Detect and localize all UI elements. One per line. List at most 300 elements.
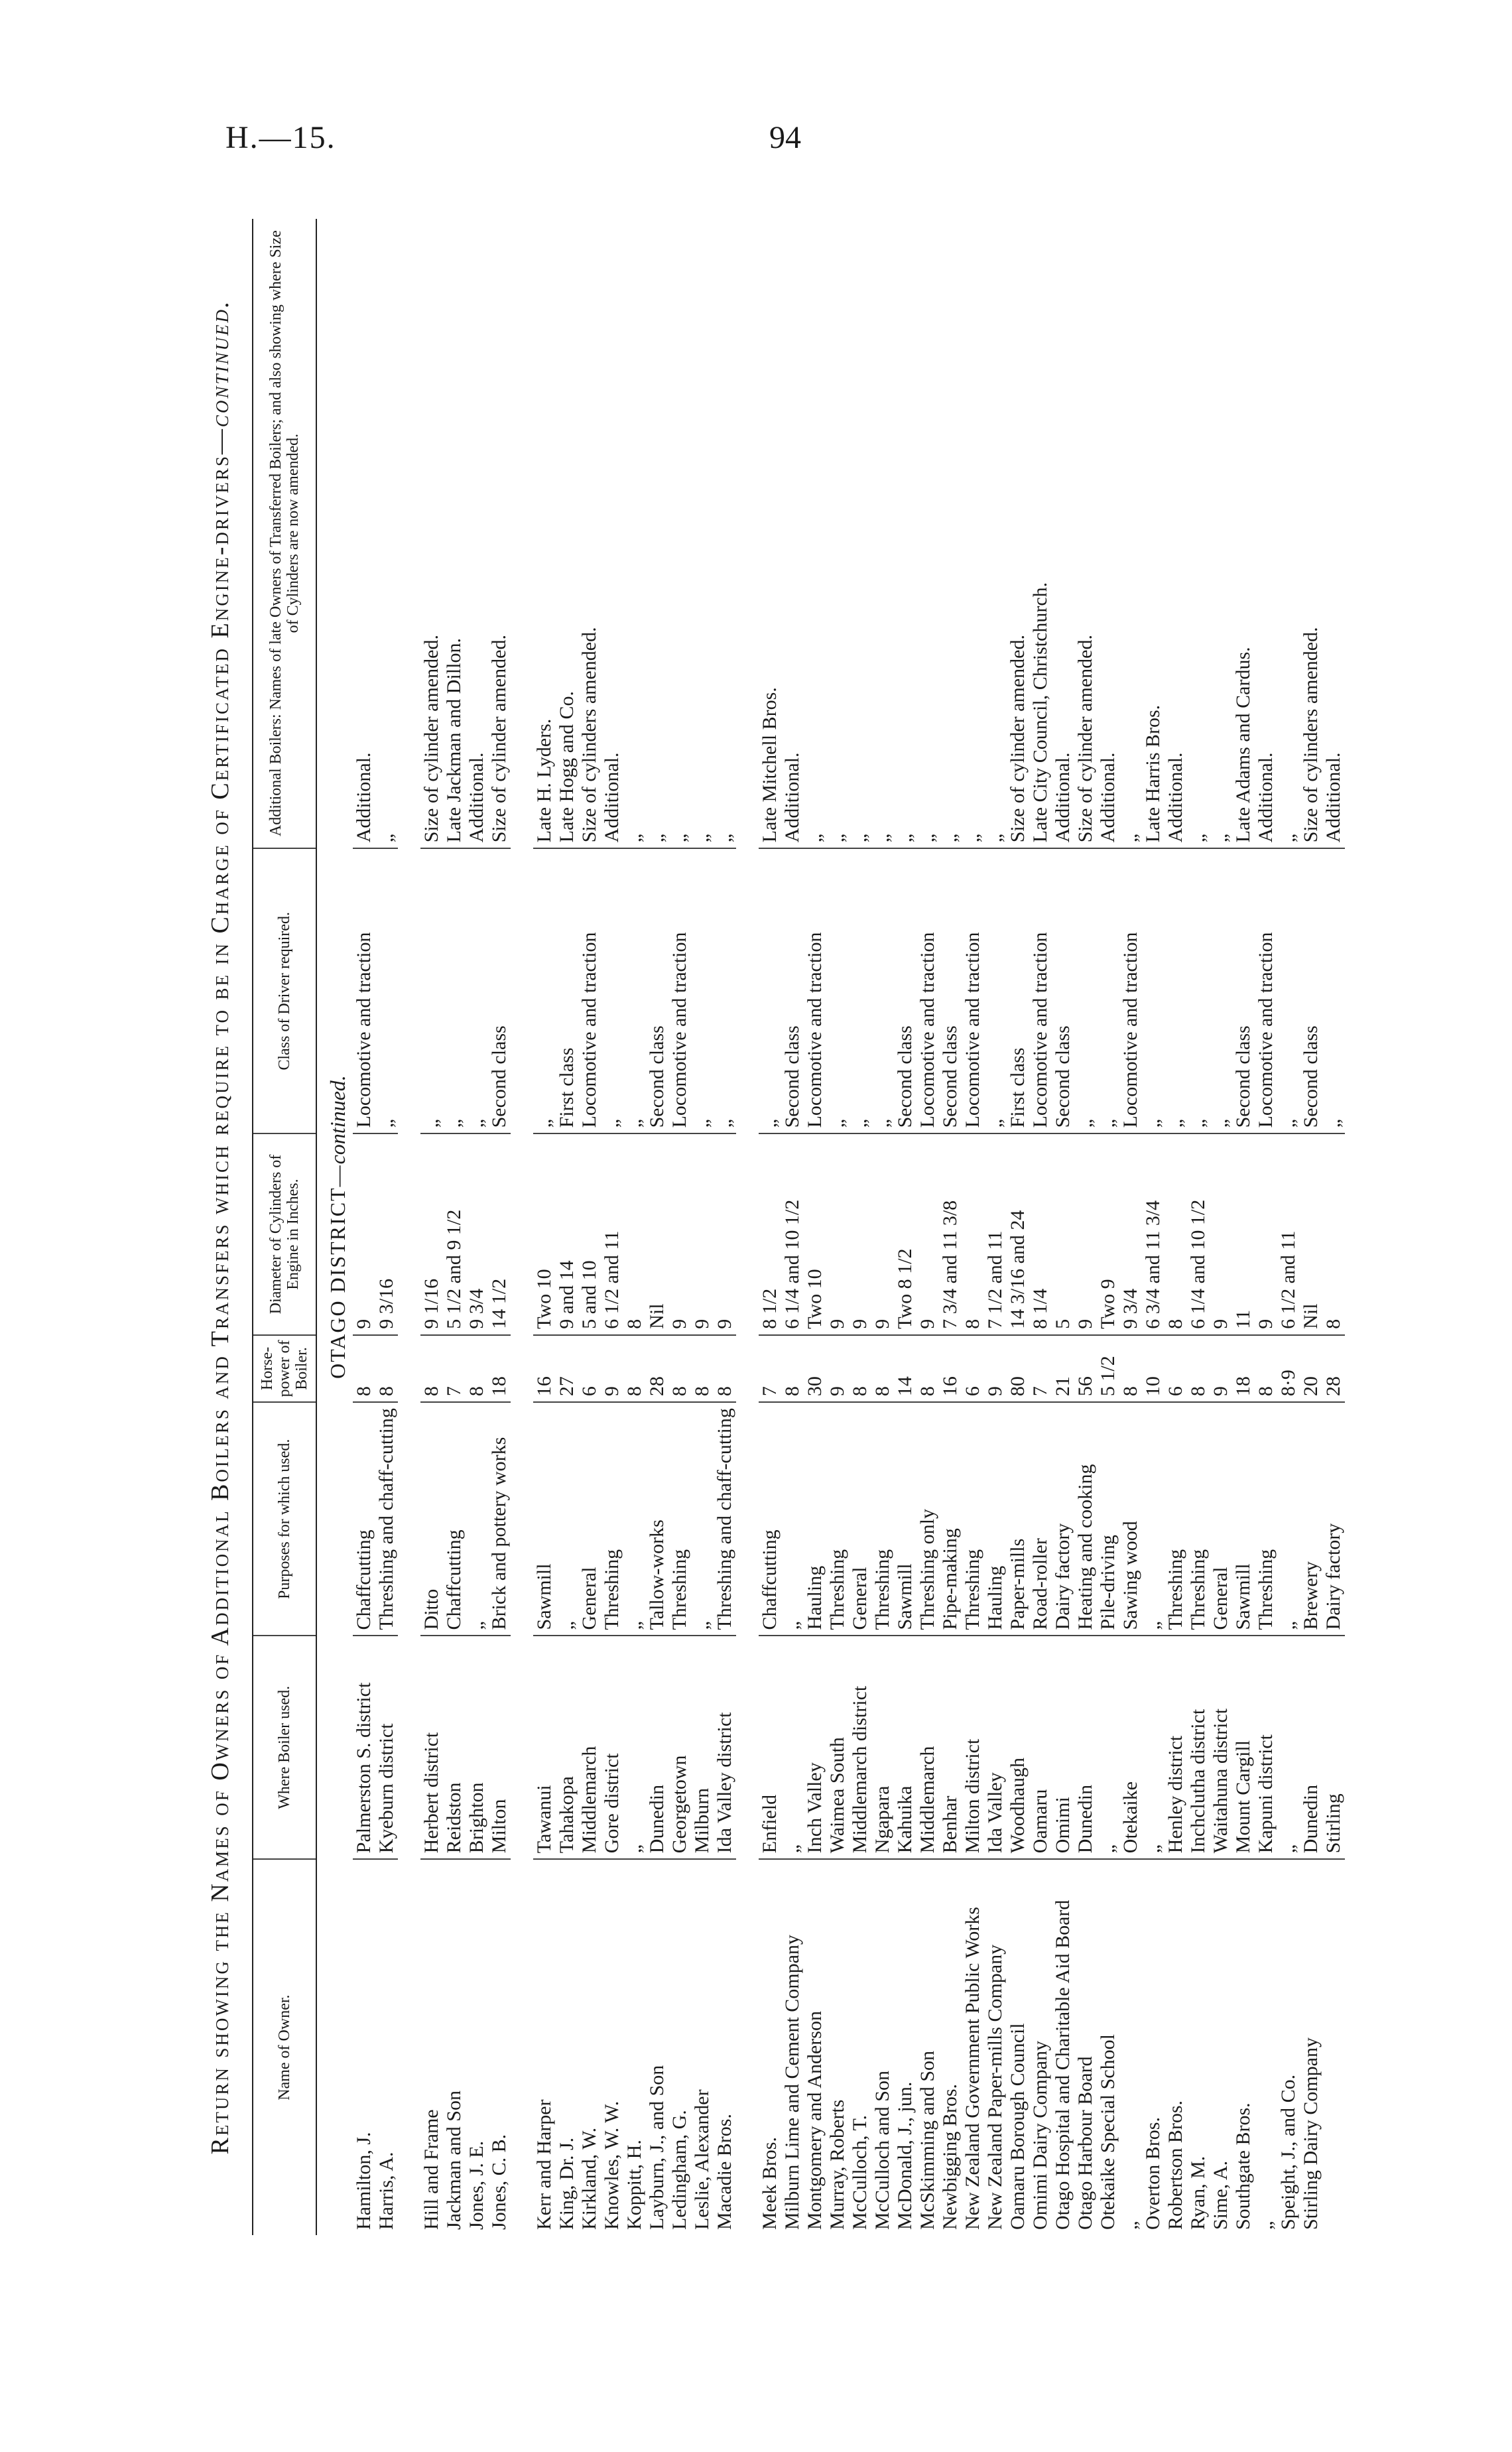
cell-where: Kyeburn district xyxy=(375,1636,398,1859)
cell-where: Dunedin xyxy=(1074,1636,1097,1859)
cell-notes: Late H. Lyders. xyxy=(533,219,556,848)
cell-diameter: 6 1/4 and 10 1/2 xyxy=(1187,1133,1210,1334)
cell-where: Henley district xyxy=(1165,1636,1187,1859)
table-row xyxy=(533,219,556,2235)
cell-diameter: 6 3/4 and 11 3/4 xyxy=(1142,1133,1165,1334)
cell-horsepower: 8 xyxy=(714,1335,736,1402)
cell-purpose: „ xyxy=(1142,1402,1165,1636)
cell-where: Dunedin xyxy=(1300,1636,1322,1859)
cell-owner: New Zealand Paper-mills Company xyxy=(984,1944,1006,2230)
cell-where: Omimi xyxy=(1052,1636,1074,1859)
cell-notes: Size of cylinder amended. xyxy=(1007,219,1029,848)
cell-owner: Jackman and Son xyxy=(443,2091,465,2230)
cell-owner: Otago Hospital and Charitable Aid Board xyxy=(1052,1900,1074,2230)
cell-owner: Jones, C. B. xyxy=(488,2134,510,2230)
district-heading xyxy=(316,219,353,2235)
cell-where: Milton district xyxy=(962,1636,984,1859)
cell-purpose: „ xyxy=(781,1402,804,1636)
cell-owner: Milburn Lime and Cement Company xyxy=(781,1935,803,2230)
spacer-cell xyxy=(398,219,420,2235)
cell-diameter: 9 xyxy=(1074,1133,1097,1334)
column-header-diameter: Diameter of Cylinders of Engine in Inches. xyxy=(253,1133,316,1334)
cell-class: „ xyxy=(871,848,894,1133)
cell-owner: Otekaike Special School xyxy=(1097,2034,1119,2230)
cell-diameter: 9 xyxy=(871,1133,894,1334)
table-row xyxy=(781,219,804,2235)
cell-where: Kahuika xyxy=(894,1636,916,1859)
cell-owner: „ xyxy=(1119,2221,1141,2230)
cell-class: Second class xyxy=(1052,848,1074,1133)
cell-owner: Hill and Frame xyxy=(420,2109,442,2230)
table-row xyxy=(1052,219,1074,2235)
table-row xyxy=(488,219,511,2235)
cell-notes: „ xyxy=(646,219,668,848)
table-row xyxy=(849,219,871,2235)
table-header-row xyxy=(253,219,316,2235)
cell-notes: Additional. xyxy=(1052,219,1074,848)
cell-class: First class xyxy=(1007,848,1029,1133)
cell-where: „ xyxy=(1277,1636,1300,1859)
cell-class: „ xyxy=(1074,848,1097,1133)
table-row xyxy=(466,219,488,2235)
cell-horsepower: 8 xyxy=(375,1335,398,1402)
cell-purpose: Sawmill xyxy=(533,1402,556,1636)
cell-horsepower: 27 xyxy=(556,1335,578,1402)
cell-horsepower: 9 xyxy=(826,1335,849,1402)
cell-purpose: Chaffcutting xyxy=(443,1402,466,1636)
table-row xyxy=(420,219,443,2235)
cell-owner: Kirkland, W. xyxy=(578,2127,600,2230)
cell-purpose: Threshing and chaff-cutting xyxy=(375,1402,398,1636)
cell-where: Oamaru xyxy=(1029,1636,1052,1859)
cell-owner: McDonald, J., jun. xyxy=(894,2081,916,2230)
cell-owner: Kerr and Harper xyxy=(533,2099,555,2230)
cell-class: Locomotive and traction xyxy=(1255,848,1277,1133)
cell-horsepower: 18 xyxy=(488,1335,511,1402)
cell-purpose: Threshing xyxy=(1255,1402,1277,1636)
cell-class: „ xyxy=(623,848,646,1133)
cell-class: „ xyxy=(1187,848,1210,1133)
cell-horsepower: 16 xyxy=(533,1335,556,1402)
cell-horsepower: 16 xyxy=(939,1335,962,1402)
cell-where: Waitahuna district xyxy=(1210,1636,1232,1859)
district-heading-row xyxy=(316,219,353,2235)
cell-purpose: General xyxy=(578,1402,601,1636)
table-row xyxy=(1029,219,1052,2235)
cell-diameter: 7 3/4 and 11 3/8 xyxy=(939,1133,962,1334)
cell-horsepower: 21 xyxy=(1052,1335,1074,1402)
cell-notes: Additional. xyxy=(781,219,804,848)
cell-class: „ xyxy=(849,848,871,1133)
cell-diameter: 9 xyxy=(1255,1133,1277,1334)
cell-purpose: Dairy factory xyxy=(1052,1402,1074,1636)
cell-horsepower: 8 xyxy=(668,1335,691,1402)
cell-owner: Ledingham, G. xyxy=(668,2110,690,2230)
cell-horsepower: 8 xyxy=(420,1335,443,1402)
cell-class: „ xyxy=(691,848,714,1133)
cell-class: „ xyxy=(759,848,781,1133)
cell-owner: Murray, Roberts xyxy=(826,2099,848,2230)
cell-class: „ xyxy=(420,848,443,1133)
cell-horsepower: 6 xyxy=(962,1335,984,1402)
cell-owner: Koppitt, H. xyxy=(623,2140,645,2230)
district-name: OTAGO DISTRICT— xyxy=(326,1164,349,1379)
cell-where: Tawanui xyxy=(533,1636,556,1859)
cell-diameter: Two 8 1/2 xyxy=(894,1133,916,1334)
cell-horsepower: 18 xyxy=(1232,1335,1255,1402)
cell-horsepower: 7 xyxy=(443,1335,466,1402)
cell-notes: Additional. xyxy=(1097,219,1119,848)
cell-where: Middlemarch xyxy=(916,1636,939,1859)
cell-purpose: Hauling xyxy=(804,1402,826,1636)
cell-horsepower: 8 xyxy=(781,1335,804,1402)
cell-class: „ xyxy=(826,848,849,1133)
cell-horsepower: 8 xyxy=(871,1335,894,1402)
table-row xyxy=(759,219,781,2235)
table-row xyxy=(1322,219,1345,2235)
cell-diameter: 14 3/16 and 24 xyxy=(1007,1133,1029,1334)
cell-class: „ xyxy=(984,848,1007,1133)
cell-owner: Meek Bros. xyxy=(759,2137,781,2230)
cell-diameter: 8 1/2 xyxy=(759,1133,781,1334)
table-row xyxy=(1255,219,1277,2235)
cell-notes: Additional. xyxy=(466,219,488,848)
table-row xyxy=(601,219,623,2235)
cell-horsepower: 8 xyxy=(1255,1335,1277,1402)
cell-where: Brighton xyxy=(466,1636,488,1859)
spacer-row xyxy=(511,219,533,2235)
cell-purpose: Chaffcutting xyxy=(353,1402,375,1636)
cell-class: „ xyxy=(601,848,623,1133)
cell-class: First class xyxy=(556,848,578,1133)
cell-where: Milton xyxy=(488,1636,511,1859)
spacer-cell xyxy=(736,219,759,2235)
cell-horsepower: 5 1/2 xyxy=(1097,1335,1119,1402)
table-title xyxy=(206,219,235,2235)
cell-class: „ xyxy=(375,848,398,1133)
cell-notes: „ xyxy=(962,219,984,848)
cell-diameter: Two 10 xyxy=(533,1133,556,1334)
cell-class: „ xyxy=(1097,848,1119,1133)
cell-horsepower: 28 xyxy=(1322,1335,1345,1402)
spacer-cell xyxy=(511,219,533,2235)
cell-where: Woodhaugh xyxy=(1007,1636,1029,1859)
cell-purpose: Brewery xyxy=(1300,1402,1322,1636)
document-reference: H.—15. xyxy=(225,120,336,155)
table-row xyxy=(894,219,916,2235)
cell-horsepower: 28 xyxy=(646,1335,668,1402)
cell-notes: „ xyxy=(714,219,736,848)
cell-where: Gore district xyxy=(601,1636,623,1859)
cell-purpose: Threshing xyxy=(962,1402,984,1636)
cell-diameter: 9 xyxy=(668,1133,691,1334)
cell-class: „ xyxy=(1210,848,1232,1133)
cell-notes: Additional. xyxy=(353,219,375,848)
cell-notes: Additional. xyxy=(1165,219,1187,848)
cell-notes: „ xyxy=(916,219,939,848)
engine-drivers-table xyxy=(252,219,1345,2235)
cell-horsepower: 8 xyxy=(916,1335,939,1402)
table-row xyxy=(826,219,849,2235)
column-header-class: Class of Driver required. xyxy=(253,848,316,1133)
cell-purpose: Pile-driving xyxy=(1097,1402,1119,1636)
cell-notes: „ xyxy=(375,219,398,848)
cell-class: „ xyxy=(1277,848,1300,1133)
cell-diameter: 7 1/2 and 11 xyxy=(984,1133,1007,1334)
cell-diameter: 6 1/4 and 10 1/2 xyxy=(781,1133,804,1334)
column-header-where: Where Boiler used. xyxy=(253,1636,316,1859)
cell-diameter: 8 xyxy=(962,1133,984,1334)
cell-diameter: 9 xyxy=(714,1133,736,1334)
cell-purpose: Paper-mills xyxy=(1007,1402,1029,1636)
cell-where: Ida Valley district xyxy=(714,1636,736,1859)
rotated-table-sheet xyxy=(206,219,1366,2235)
spacer-row xyxy=(736,219,759,2235)
table-row xyxy=(962,219,984,2235)
cell-diameter: Two 9 xyxy=(1097,1133,1119,1334)
cell-where: Milburn xyxy=(691,1636,714,1859)
cell-notes: Late City Council, Christchurch. xyxy=(1029,219,1052,848)
cell-notes: Late Harris Bros. xyxy=(1142,219,1165,848)
cell-where: Inchclutha district xyxy=(1187,1636,1210,1859)
cell-diameter: 9 xyxy=(849,1133,871,1334)
cell-diameter: 5 xyxy=(1052,1133,1074,1334)
cell-diameter: 9 3/4 xyxy=(466,1133,488,1334)
cell-notes: „ xyxy=(1277,219,1300,848)
table-row xyxy=(1142,219,1165,2235)
table-row xyxy=(556,219,578,2235)
table-row xyxy=(1277,219,1300,2235)
cell-notes: Late Hogg and Co. xyxy=(556,219,578,848)
cell-class: Second class xyxy=(488,848,511,1133)
cell-notes: „ xyxy=(826,219,849,848)
cell-class: Locomotive and traction xyxy=(916,848,939,1133)
cell-owner: Newbigging Bros. xyxy=(939,2084,961,2230)
table-row xyxy=(984,219,1007,2235)
cell-diameter: 9 and 14 xyxy=(556,1133,578,1334)
cell-notes: „ xyxy=(1187,219,1210,848)
cell-owner: Jones, J. E. xyxy=(466,2140,487,2230)
cell-class: „ xyxy=(1165,848,1187,1133)
cell-class: Second class xyxy=(1232,848,1255,1133)
cell-owner: New Zealand Government Public Works xyxy=(962,1907,983,2230)
cell-class: Second class xyxy=(781,848,804,1133)
cell-owner: McSkimming and Son xyxy=(916,2050,938,2230)
table-row xyxy=(1210,219,1232,2235)
table-body xyxy=(316,219,1345,2235)
cell-purpose: Hauling xyxy=(984,1402,1007,1636)
cell-owner: Southgate Bros. xyxy=(1232,2102,1254,2230)
cell-diameter: Two 10 xyxy=(804,1133,826,1334)
column-header-notes: Additional Boilers: Names of late Owners of Transferred Boilers; and also showing where Size of Cylinders are now amended. xyxy=(253,219,316,848)
cell-where: Reidston xyxy=(443,1636,466,1859)
table-row xyxy=(1097,219,1119,2235)
cell-notes: Size of cylinders amended. xyxy=(578,219,601,848)
cell-diameter: 14 1/2 xyxy=(488,1133,511,1334)
cell-diameter: Nil xyxy=(1300,1133,1322,1334)
table-row xyxy=(871,219,894,2235)
cell-purpose: Ditto xyxy=(420,1402,443,1636)
table-row xyxy=(1074,219,1097,2235)
cell-where: Inch Valley xyxy=(804,1636,826,1859)
column-header-purpose: Purposes for which used. xyxy=(253,1402,316,1636)
cell-class: „ xyxy=(443,848,466,1133)
cell-notes: „ xyxy=(939,219,962,848)
table-row xyxy=(623,219,646,2235)
cell-notes: „ xyxy=(1210,219,1232,848)
cell-horsepower: 7 xyxy=(759,1335,781,1402)
cell-diameter: 9 xyxy=(353,1133,375,1334)
cell-where: Enfield xyxy=(759,1636,781,1859)
table-row xyxy=(578,219,601,2235)
cell-where: Stirling xyxy=(1322,1636,1345,1859)
cell-owner: Omimi Dairy Company xyxy=(1029,2041,1051,2230)
cell-where: „ xyxy=(623,1636,646,1859)
table-row xyxy=(1187,219,1210,2235)
cell-diameter: 8 1/4 xyxy=(1029,1133,1052,1334)
table-row xyxy=(443,219,466,2235)
cell-class: Locomotive and traction xyxy=(962,848,984,1133)
cell-where: Kapuni district xyxy=(1255,1636,1277,1859)
table-row xyxy=(1232,219,1255,2235)
cell-where: „ xyxy=(1142,1636,1165,1859)
cell-diameter: 5 and 10 xyxy=(578,1133,601,1334)
cell-class: „ xyxy=(1322,848,1345,1133)
cell-diameter: 9 3/16 xyxy=(375,1133,398,1334)
cell-notes: „ xyxy=(871,219,894,848)
cell-notes: Size of cylinder amended. xyxy=(420,219,443,848)
cell-diameter: 9 1/16 xyxy=(420,1133,443,1334)
cell-horsepower: 30 xyxy=(804,1335,826,1402)
cell-purpose: General xyxy=(1210,1402,1232,1636)
cell-where: „ xyxy=(781,1636,804,1859)
table-row xyxy=(916,219,939,2235)
cell-horsepower: 6 xyxy=(578,1335,601,1402)
cell-horsepower: 8·9 xyxy=(1277,1335,1300,1402)
cell-diameter: 8 xyxy=(1322,1133,1345,1334)
cell-notes: Late Mitchell Bros. xyxy=(759,219,781,848)
cell-purpose: Sawmill xyxy=(1232,1402,1255,1636)
table-row xyxy=(353,219,375,2235)
cell-diameter: 6 1/2 and 11 xyxy=(1277,1133,1300,1334)
cell-where: „ xyxy=(1097,1636,1119,1859)
cell-class: Locomotive and traction xyxy=(353,848,375,1133)
cell-owner: McCulloch, T. xyxy=(849,2114,871,2230)
cell-diameter: 9 xyxy=(691,1133,714,1334)
cell-where: Otekaike xyxy=(1119,1636,1142,1859)
cell-purpose: Sawmill xyxy=(894,1402,916,1636)
table-row xyxy=(668,219,691,2235)
cell-purpose: „ xyxy=(623,1402,646,1636)
cell-owner: Layburn, J., and Son xyxy=(646,2065,668,2230)
cell-owner: Sime, A. xyxy=(1210,2160,1231,2230)
cell-horsepower: 9 xyxy=(601,1335,623,1402)
cell-owner: Robertson Bros. xyxy=(1165,2100,1186,2230)
cell-owner: McCulloch and Son xyxy=(871,2071,893,2230)
cell-purpose: Sawing wood xyxy=(1119,1402,1142,1636)
table-row xyxy=(714,219,736,2235)
cell-purpose: Chaffcutting xyxy=(759,1402,781,1636)
cell-horsepower: 10 xyxy=(1142,1335,1165,1402)
cell-horsepower: 14 xyxy=(894,1335,916,1402)
cell-owner: Macadie Bros. xyxy=(714,2114,735,2230)
cell-horsepower: 7 xyxy=(1029,1335,1052,1402)
cell-horsepower: 9 xyxy=(1210,1335,1232,1402)
cell-purpose: Dairy factory xyxy=(1322,1402,1345,1636)
cell-notes: Additional. xyxy=(601,219,623,848)
cell-notes: „ xyxy=(1119,219,1142,848)
column-header-horsepower: Horse-power of Boiler. xyxy=(253,1335,316,1402)
cell-notes: „ xyxy=(984,219,1007,848)
page-number: 94 xyxy=(769,120,801,155)
cell-notes: „ xyxy=(849,219,871,848)
cell-horsepower: 8 xyxy=(353,1335,375,1402)
cell-notes: „ xyxy=(623,219,646,848)
table-row xyxy=(375,219,398,2235)
cell-purpose: Brick and pottery works xyxy=(488,1402,511,1636)
cell-where: Georgetown xyxy=(668,1636,691,1859)
cell-where: Dunedin xyxy=(646,1636,668,1859)
cell-where: Tahakopa xyxy=(556,1636,578,1859)
cell-horsepower: 8 xyxy=(466,1335,488,1402)
cell-class: „ xyxy=(714,848,736,1133)
cell-notes: Late Jackman and Dillon. xyxy=(443,219,466,848)
cell-diameter: Nil xyxy=(646,1133,668,1334)
cell-class: „ xyxy=(466,848,488,1133)
cell-owner: Hamilton, J. xyxy=(353,2132,375,2230)
cell-diameter: 5 1/2 and 9 1/2 xyxy=(443,1133,466,1334)
cell-horsepower: 80 xyxy=(1007,1335,1029,1402)
table-row xyxy=(1007,219,1029,2235)
cell-horsepower: 8 xyxy=(1119,1335,1142,1402)
table-row xyxy=(691,219,714,2235)
cell-horsepower: 8 xyxy=(691,1335,714,1402)
cell-purpose: Pipe-making xyxy=(939,1402,962,1636)
cell-purpose: „ xyxy=(1277,1402,1300,1636)
cell-diameter: 6 1/2 and 11 xyxy=(601,1133,623,1334)
cell-horsepower: 8 xyxy=(623,1335,646,1402)
table-row xyxy=(646,219,668,2235)
cell-owner: Harris, A. xyxy=(375,2152,397,2230)
cell-purpose: Road-roller xyxy=(1029,1402,1052,1636)
cell-purpose: „ xyxy=(691,1402,714,1636)
cell-diameter: 9 3/4 xyxy=(1119,1133,1142,1334)
cell-where: Benhar xyxy=(939,1636,962,1859)
cell-owner: King, Dr. J. xyxy=(556,2137,578,2230)
cell-purpose: Tallow-works xyxy=(646,1402,668,1636)
cell-horsepower: 56 xyxy=(1074,1335,1097,1402)
cell-notes: Size of cylinder amended. xyxy=(488,219,511,848)
cell-where: Waimea South xyxy=(826,1636,849,1859)
cell-notes: Late Adams and Cardus. xyxy=(1232,219,1255,848)
cell-owner: Ryan, M. xyxy=(1187,2156,1209,2230)
cell-purpose: Threshing xyxy=(1165,1402,1187,1636)
cell-purpose: Threshing xyxy=(601,1402,623,1636)
cell-purpose: Threshing xyxy=(826,1402,849,1636)
cell-horsepower: 8 xyxy=(1187,1335,1210,1402)
cell-notes: „ xyxy=(691,219,714,848)
column-header-owner: Name of Owner. xyxy=(253,1859,316,2235)
cell-class: Second class xyxy=(939,848,962,1133)
cell-diameter: 9 xyxy=(826,1133,849,1334)
cell-purpose: Threshing and chaff-cutting xyxy=(714,1402,736,1636)
cell-owner: Stirling Dairy Company xyxy=(1300,2037,1322,2230)
cell-diameter: 8 xyxy=(1165,1133,1187,1334)
cell-class: „ xyxy=(533,848,556,1133)
cell-owner: Overton Bros. xyxy=(1142,2117,1164,2230)
cell-where: Mount Cargill xyxy=(1232,1636,1255,1859)
cell-class: „ xyxy=(1142,848,1165,1133)
